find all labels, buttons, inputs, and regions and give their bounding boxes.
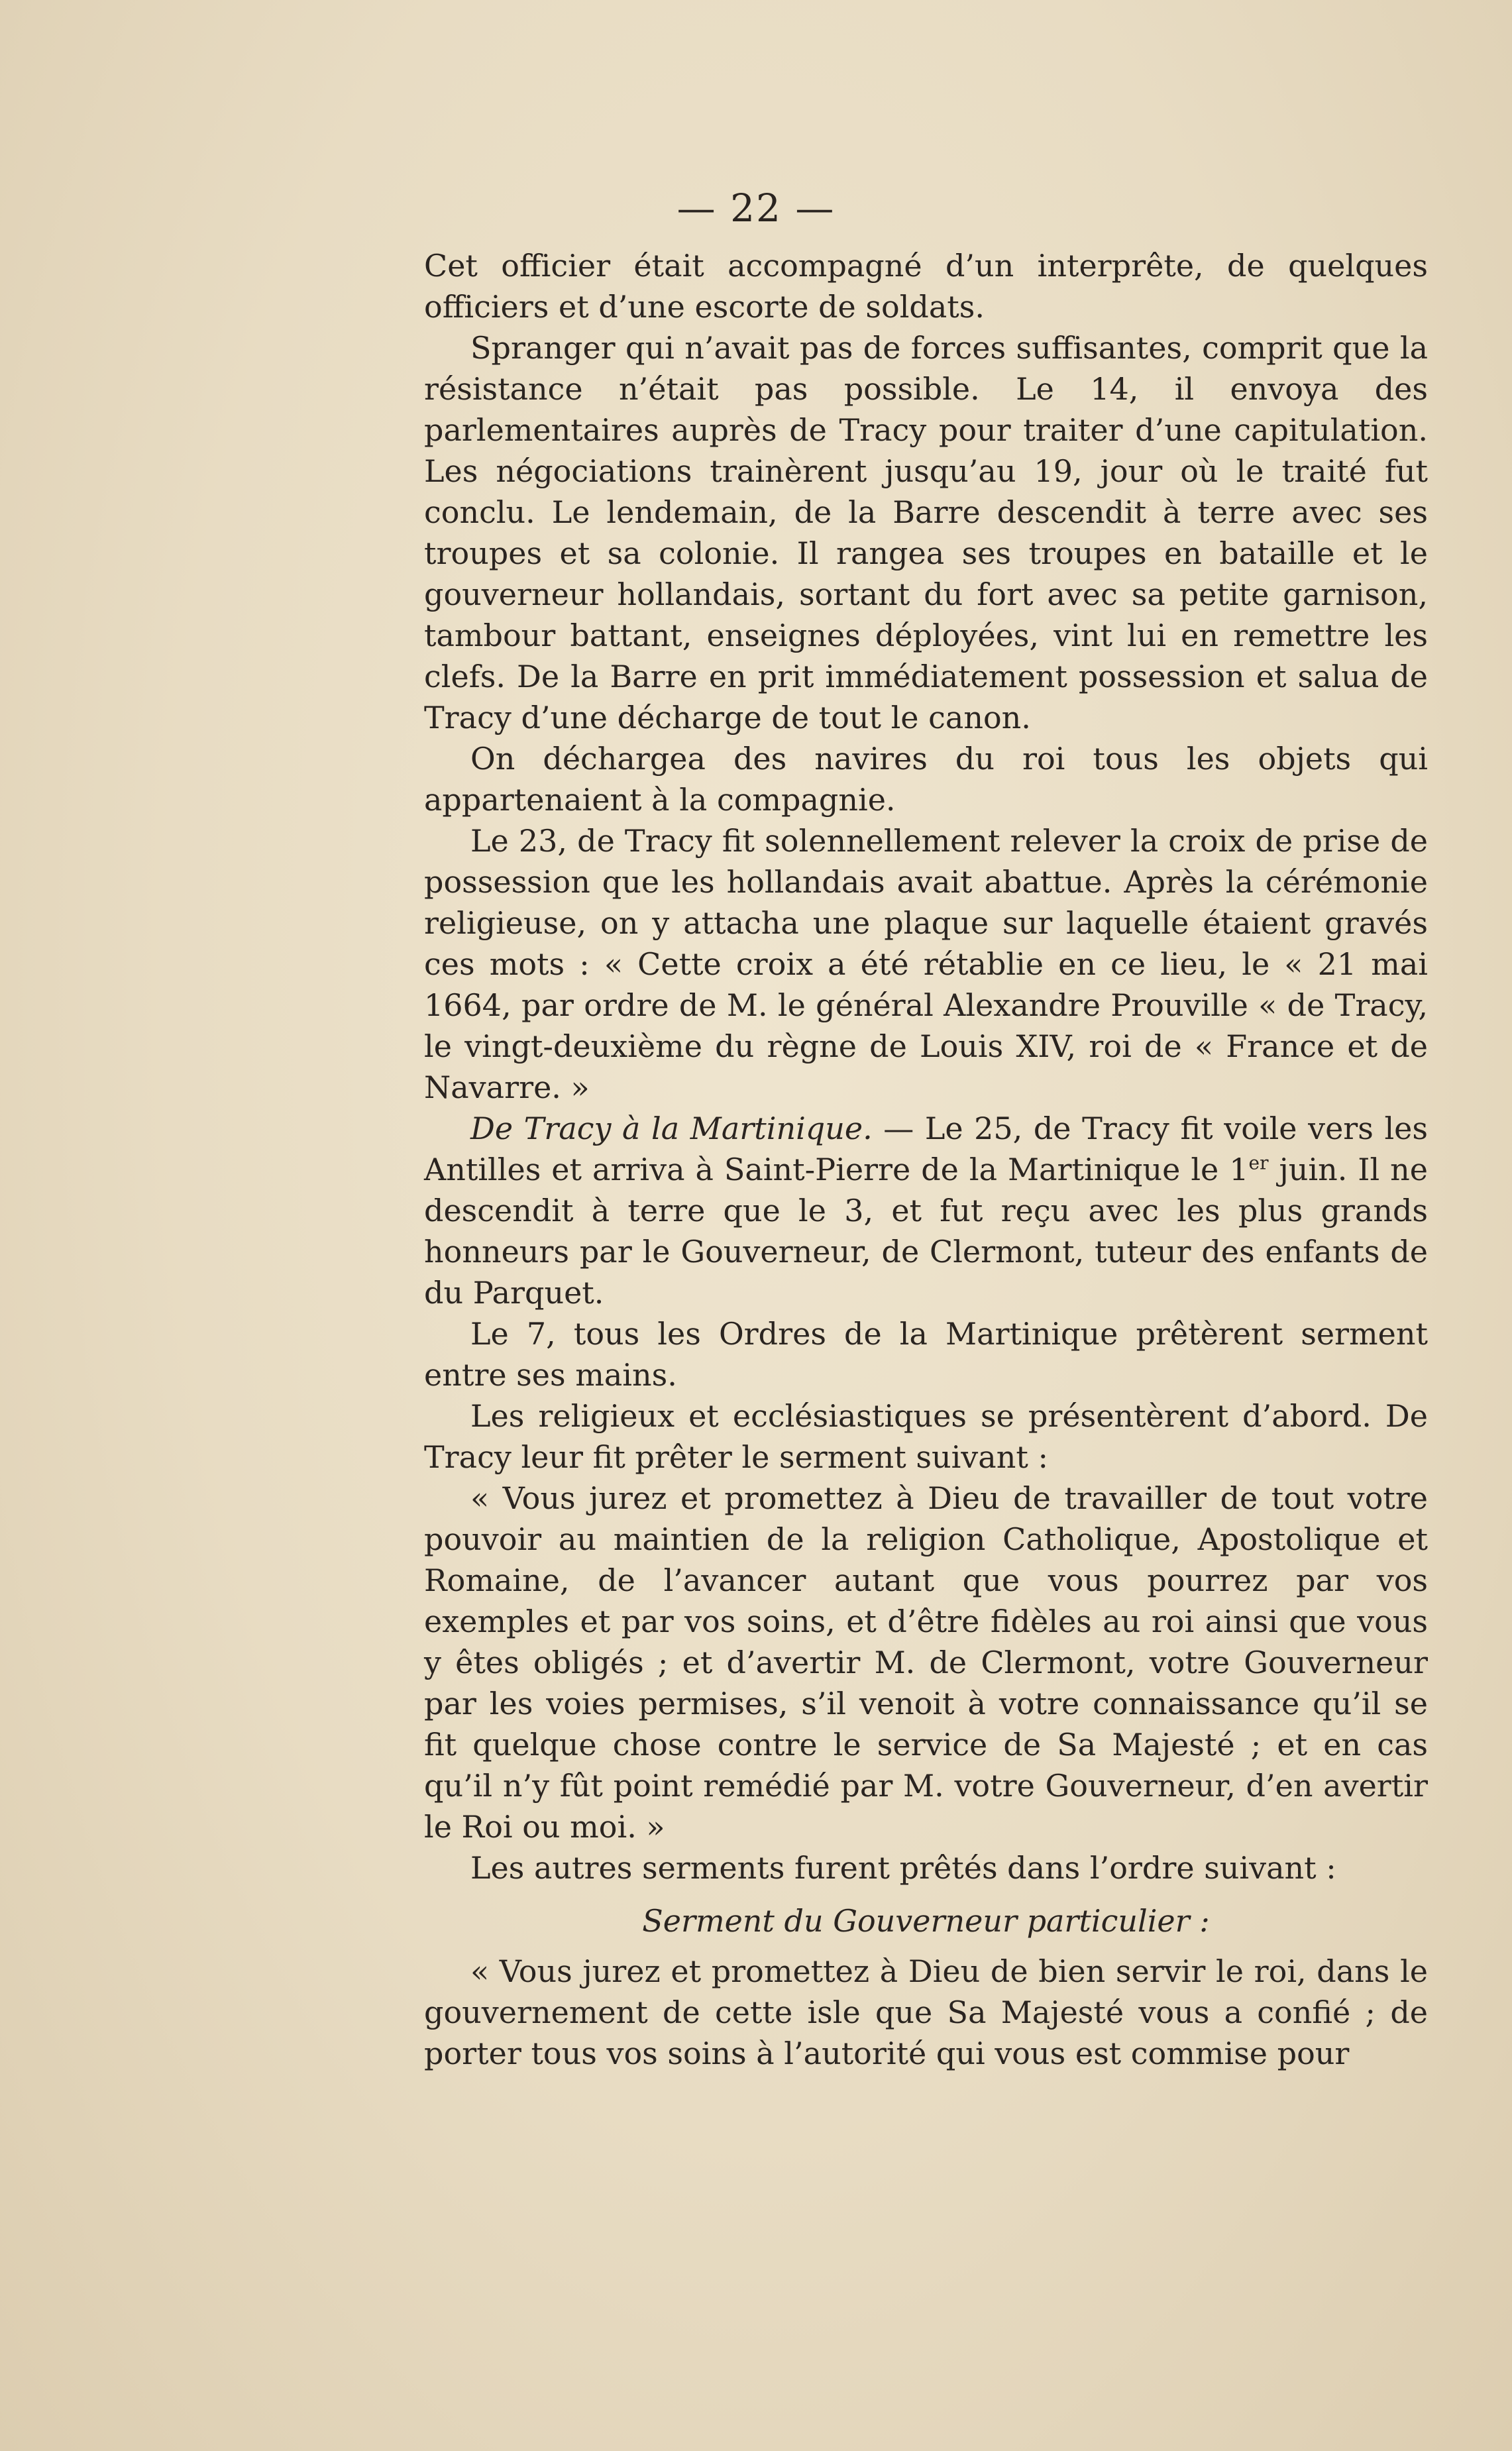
paragraph-9: Les autres serments furent prêtés dans l’ordre suivant :: [470, 1850, 1336, 1886]
paragraph-5: [424, 1108, 1428, 1313]
paragraph-2: Spranger qui n’avait pas de forces suffisantes, comprit que la résistance n’était pas possible. Le 14, il envoya des parlementaires auprès de Tracy pour traiter d’une capitulation. Les négociations trainèrent jusqu’au 19, jour où le traité fut conclu. Le lendemain, de la Barre descendit à terre avec ses troupes et sa colonie. Il rangea ses troupes en bataille et le gouverneur hollandais, sortant du fort avec sa petite garnison, tambour battant, enseignes déployées, vint lui en remettre les clefs. De la Barre en prit immédiatement possession et salua de Tracy d’une décharge de tout le canon.: [424, 330, 1428, 735]
superscript-er: er: [1248, 1152, 1269, 1174]
paragraph-6: Le 7, tous les Ordres de la Martinique prêtèrent serment entre ses mains.: [424, 1316, 1428, 1393]
paragraph-7: Les religieux et ecclésiastiques se présentèrent d’abord. De Tracy leur fit prêter le serment suivant :: [424, 1398, 1428, 1475]
paragraph-5-text-a: — Le 25, de Tracy fit voile vers les Antilles et arriva à Saint-Pierre de la Martinique le 1: [424, 1111, 1428, 1187]
section-lead-italic: De Tracy à la Martinique.: [470, 1111, 873, 1146]
page-number: — 22 —: [676, 186, 836, 231]
section-heading: Serment du Gouverneur particulier :: [642, 1903, 1210, 1939]
body-text: [424, 245, 1428, 2074]
paragraph-final: « Vous jurez et promettez à Dieu de bien servir le roi, dans le gouvernement de cette isle que Sa Majesté vous a confié ; de porter tous vos soins à l’autorité qui vous est commise pour: [424, 1953, 1428, 2071]
paragraph-3: On déchargea des navires du roi tous les objets qui appartenaient à la compagnie.: [424, 741, 1428, 818]
paragraph-5-text-b: juin. Il ne descendit à terre que le 3, et fut reçu avec les plus grands honneurs par le Gouverneur, de Clermont, tuteur des enfants de du Parquet.: [424, 1152, 1429, 1311]
paragraph-4: Le 23, de Tracy fit solennellement relever la croix de prise de possession que les hollandais avait abattue. Après la cérémonie religieuse, on y attacha une plaque sur laquelle étaient gravés ces mots : « Cette croix a été rétablie en ce lieu, le « 21 mai 1664, par ordre de M. le général Alexandre Prouville « de Tracy, le vingt-deuxième du règne de Louis XIV, roi de « France et de Navarre. »: [424, 823, 1428, 1105]
paragraph-1: Cet officier était accompagné d’un interprête, de quelques officiers et d’une escorte de soldats.: [424, 248, 1428, 325]
paragraph-8: « Vous jurez et promettez à Dieu de travailler de tout votre pouvoir au maintien de la religion Catholique, Apostolique et Romaine, de l’avancer autant que vous pourrez par vos exemples et par vos soins, et d’être fidèles au roi ainsi que vous y êtes obligés ; et d’avertir M. de Clermont, votre Gouverneur par les voies permises, s’il venoit à votre connaissance qu’il se fit quelque chose contre le service de Sa Majesté ; et en cas qu’il n’y fût point remédié par M. votre Gouverneur, d’en avertir le Roi ou moi. »: [424, 1480, 1428, 1845]
